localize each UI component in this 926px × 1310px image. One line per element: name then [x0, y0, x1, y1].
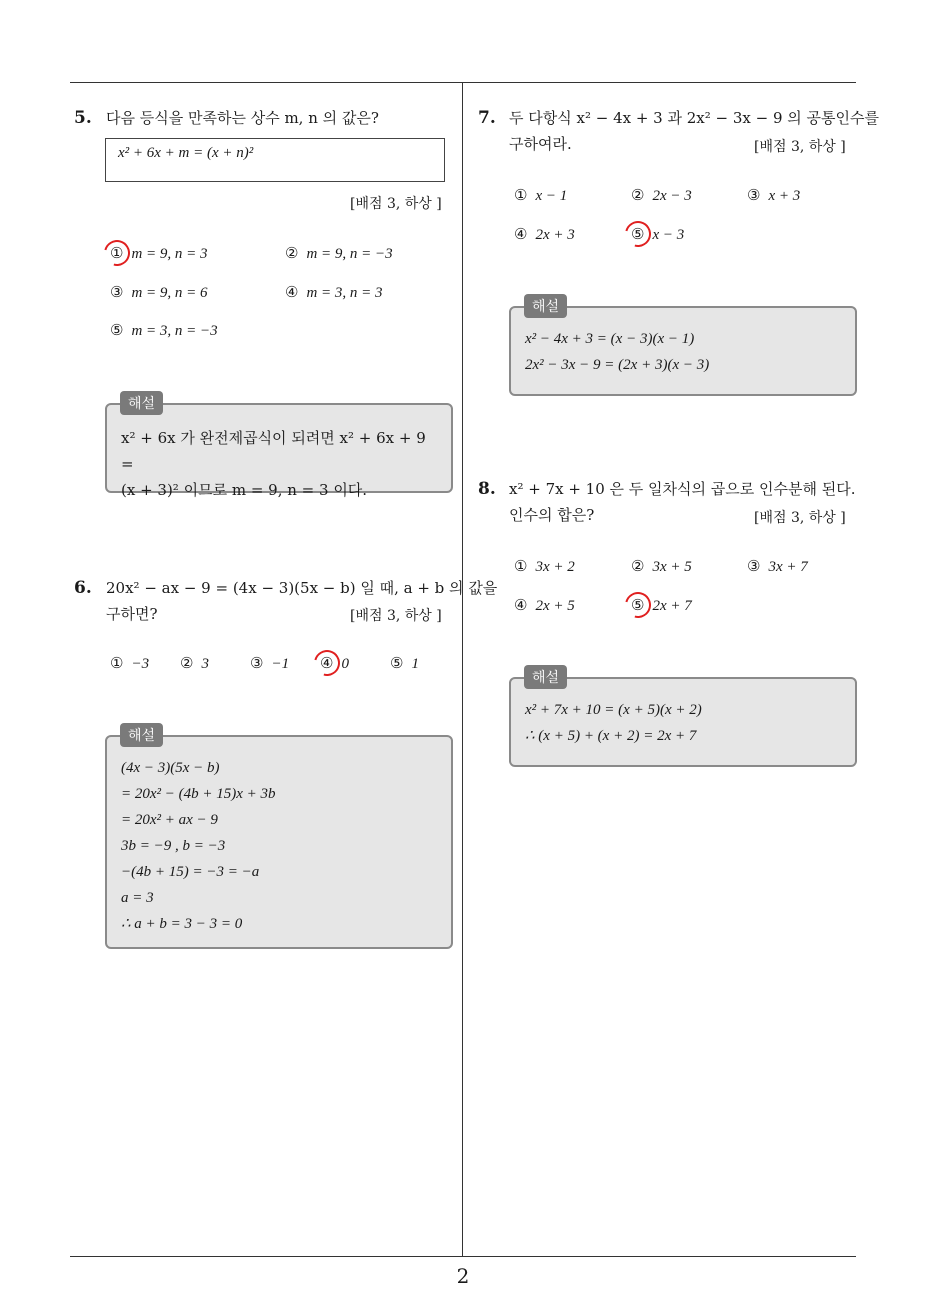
q8-choice-1[interactable]: ① 3x + 2	[514, 557, 575, 575]
question-5-text: 다음 등식을 만족하는 상수 m, n 의 값은?	[106, 109, 379, 127]
q5-solution-line-1: x² + 6x 가 완전제곱식이 되려면 x² + 6x + 9 =	[121, 429, 426, 473]
q7-solution-line-1: x² − 4x + 3 = (x − 3)(x − 1)	[525, 331, 695, 347]
column-separator	[462, 83, 463, 1256]
question-5-equation-box: x² + 6x + m = (x + n)²	[105, 138, 445, 182]
top-rule	[70, 82, 856, 83]
question-8-number: 8.	[478, 479, 496, 499]
q6-solution-line-7: ∴ a + b = 3 − 3 = 0	[121, 916, 243, 932]
question-6-text-line-2: 구하면?	[106, 605, 158, 623]
question-7-text-line-1: 두 다항식 x² − 4x + 3 과 2x² − 3x − 9 의 공통인수를	[509, 109, 879, 127]
question-5-meta: [배점 3, 하상 ]	[350, 196, 442, 212]
answer-mark-q5	[99, 235, 135, 271]
q8-solution-line-2: ∴ (x + 5) + (x + 2) = 2x + 7	[525, 728, 697, 744]
q8-choice-3[interactable]: ③ 3x + 7	[747, 557, 808, 575]
question-8-solution-box	[509, 677, 857, 767]
q5-choice-3[interactable]: ③ m = 9, n = 6	[110, 283, 208, 301]
question-6-number: 6.	[74, 578, 92, 598]
q5-solution-tag: 해설	[120, 391, 163, 415]
q6-solution-line-4: 3b = −9 , b = −3	[121, 838, 226, 854]
question-7-text-line-2: 구하여라.	[509, 135, 572, 153]
q5-solution-line-2: (x + 3)² 이므로 m = 9, n = 3 이다.	[121, 481, 368, 499]
q6-solution-line-2: = 20x² − (4b + 15)x + 3b	[121, 786, 276, 802]
q7-choice-5[interactable]: ⑤ x − 3	[631, 225, 685, 243]
q7-choice-3[interactable]: ③ x + 3	[747, 186, 801, 204]
answer-mark-q6	[309, 645, 345, 681]
q6-solution-line-3: = 20x² + ax − 9	[121, 812, 218, 828]
bottom-rule	[70, 1256, 856, 1257]
q6-choice-2[interactable]: ② 3	[180, 654, 209, 672]
q6-choice-3[interactable]: ③ −1	[250, 654, 290, 672]
q7-choice-1[interactable]: ① x − 1	[514, 186, 568, 204]
q8-choice-4[interactable]: ④ 2x + 5	[514, 596, 575, 614]
question-6-text-line-1: 20x² − ax − 9 = (4x − 3)(5x − b) 일 때, a + b 의 값을	[106, 579, 498, 597]
question-5-solution-box	[105, 403, 453, 499]
q5-choice-5[interactable]: ⑤ m = 3, n = −3	[110, 321, 218, 339]
question-5-number: 5.	[74, 108, 92, 128]
q8-choice-5[interactable]: ⑤ 2x + 7	[631, 596, 692, 614]
question-7-meta: [배점 3, 하상 ]	[754, 139, 846, 155]
question-6-meta: [배점 3, 하상 ]	[350, 608, 442, 624]
q6-solution-line-5: −(4b + 15) = −3 = −a	[121, 864, 260, 880]
q5-choice-2[interactable]: ② m = 9, n = −3	[285, 244, 393, 262]
q8-solution-tag: 해설	[524, 665, 567, 689]
q6-solution-tag: 해설	[120, 723, 163, 747]
q7-solution-line-2: 2x² − 3x − 9 = (2x + 3)(x − 3)	[525, 357, 710, 373]
q5-choice-4[interactable]: ④ m = 3, n = 3	[285, 283, 383, 301]
q6-choice-5[interactable]: ⑤ 1	[390, 654, 419, 672]
question-8-text-line-2: 인수의 합은?	[509, 506, 595, 524]
q6-choice-4[interactable]: ④ 0	[320, 654, 349, 672]
q8-choice-2[interactable]: ② 3x + 5	[631, 557, 692, 575]
q7-solution-tag: 해설	[524, 294, 567, 318]
question-8-meta: [배점 3, 하상 ]	[754, 510, 846, 526]
question-8-text-line-1: x² + 7x + 10 은 두 일차식의 곱으로 인수분해 된다.	[509, 480, 856, 498]
question-7-number: 7.	[478, 108, 496, 128]
answer-mark-q8	[620, 587, 656, 623]
q7-choice-4[interactable]: ④ 2x + 3	[514, 225, 575, 243]
answer-mark-q7	[620, 216, 656, 252]
q5-choice-1[interactable]: ① m = 9, n = 3	[110, 244, 208, 262]
question-6-solution-box	[105, 735, 453, 949]
q6-choice-1[interactable]: ① −3	[110, 654, 150, 672]
q8-solution-line-1: x² + 7x + 10 = (x + 5)(x + 2)	[525, 702, 702, 718]
q6-solution-line-6: a = 3	[121, 890, 154, 906]
q7-choice-2[interactable]: ② 2x − 3	[631, 186, 692, 204]
page-number: 2	[456, 1264, 470, 1288]
q6-solution-line-1: (4x − 3)(5x − b)	[121, 760, 220, 776]
question-7-solution-box	[509, 306, 857, 396]
